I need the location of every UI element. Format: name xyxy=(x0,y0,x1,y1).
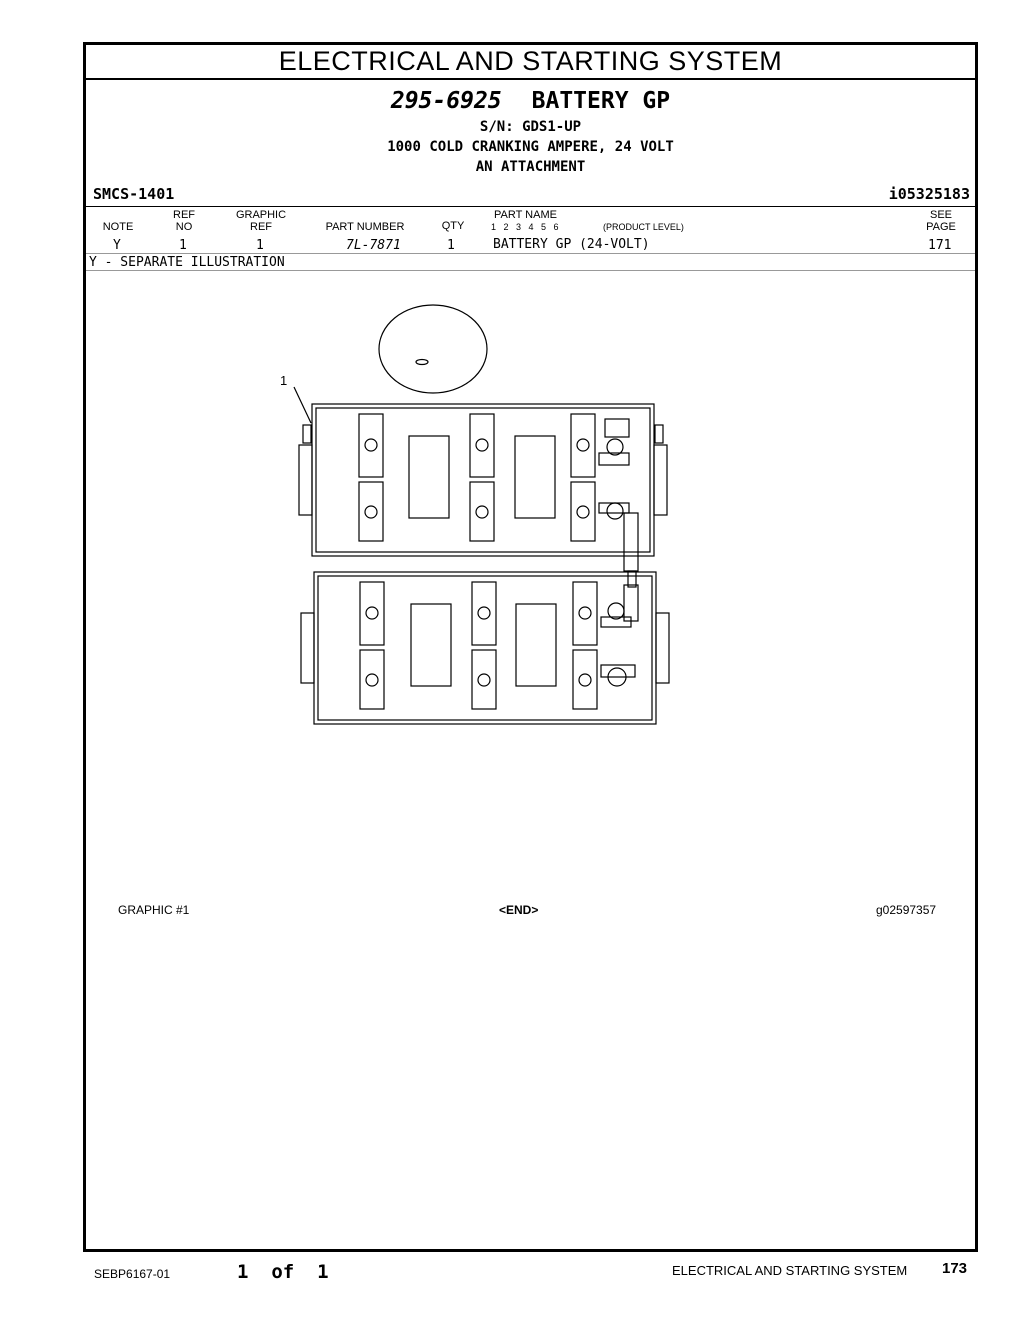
section-title: ELECTRICAL AND STARTING SYSTEM xyxy=(86,45,975,80)
graphic-id: g02597357 xyxy=(876,903,937,917)
col-levels: 1 2 3 4 5 6 xyxy=(491,222,559,232)
row-part-number[interactable]: 7L-7871 xyxy=(346,238,401,253)
serial-number: S/N: GDS1-UP xyxy=(479,119,582,135)
row-graphic-ref: 1 xyxy=(256,238,264,253)
col-see-page-top: SEE xyxy=(929,209,952,221)
col-product-level: (PRODUCT LEVEL) xyxy=(603,222,684,232)
battery-bottom xyxy=(301,572,669,724)
callout-number: 1 xyxy=(280,373,288,388)
battery-cable xyxy=(624,513,638,621)
group-attachment: AN ATTACHMENT xyxy=(475,159,586,175)
page-of: 1 of 1 xyxy=(237,1261,329,1283)
row-qty: 1 xyxy=(447,238,455,253)
legend-note: Y - SEPARATE ILLUSTRATION xyxy=(89,255,285,270)
col-part-name: PART NAME xyxy=(494,209,557,221)
group-number: 295-6925 xyxy=(390,88,502,114)
battery-group-illustration xyxy=(86,45,975,1249)
col-note: NOTE xyxy=(102,221,134,233)
callout-leader xyxy=(294,387,311,423)
graphic-label: GRAPHIC #1 xyxy=(118,903,190,917)
group-description: 1000 COLD CRANKING AMPERE, 24 VOLT xyxy=(387,139,674,155)
document-id: SEBP6167-01 xyxy=(94,1267,171,1281)
battery-top xyxy=(299,404,667,556)
col-see-page-bottom: PAGE xyxy=(926,221,956,233)
row-note: Y xyxy=(113,238,121,253)
group-name: BATTERY GP xyxy=(531,88,671,114)
end-label: <END> xyxy=(499,903,539,917)
col-part-number: PART NUMBER xyxy=(325,221,405,233)
cap-hole xyxy=(416,360,428,365)
page-frame xyxy=(83,42,978,1252)
col-graphic-ref-top: GRAPHIC xyxy=(235,209,287,221)
col-graphic-ref-bottom: REF xyxy=(250,221,272,233)
row-ref-no: 1 xyxy=(179,238,187,253)
footer-section: ELECTRICAL AND STARTING SYSTEM xyxy=(672,1263,908,1278)
row-part-name: BATTERY GP (24-VOLT) xyxy=(493,237,650,252)
info-id: i05325183 xyxy=(888,185,970,203)
row-see-page[interactable]: 171 xyxy=(928,238,952,253)
col-ref-no-bottom: NO xyxy=(175,221,193,233)
col-ref-no-top: REF xyxy=(173,209,195,221)
page-number: 173 xyxy=(942,1260,968,1277)
cap-disc xyxy=(379,305,487,393)
col-qty: QTY xyxy=(441,220,465,232)
smcs-code: SMCS-1401 xyxy=(93,185,175,203)
